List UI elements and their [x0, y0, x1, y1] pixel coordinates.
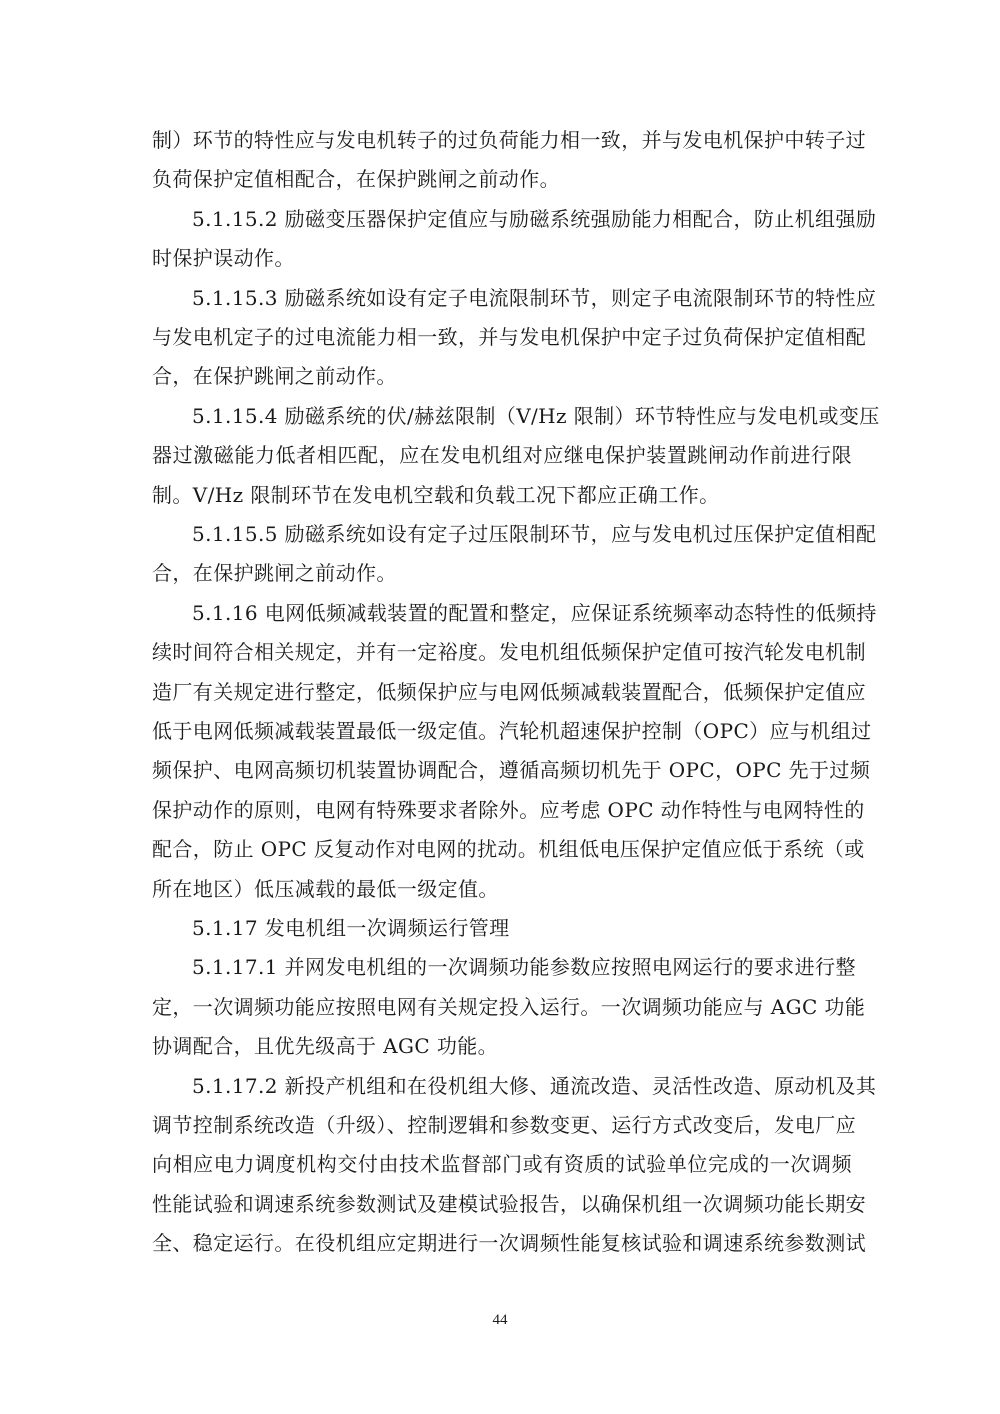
text-line: 与发电机定子的过电流能力相一致，并与发电机保护中定子过负荷保护定值相配 — [152, 325, 866, 349]
page-number: 44 — [492, 1312, 508, 1328]
text-line: 频保护、电网高频切机装置协调配合，遵循高频切机先于 OPC，OPC 先于过频 — [152, 758, 871, 782]
text-line: 5.1.15.2 励磁变压器保护定值应与励磁系统强励能力相配合，防止机组强励 — [192, 207, 877, 231]
text-line: 保护动作的原则，电网有特殊要求者除外。应考虑 OPC 动作特性与电网特性的 — [152, 798, 865, 822]
text-line: 5.1.17.1 并网发电机组的一次调频功能参数应按照电网运行的要求进行整 — [192, 955, 856, 979]
text-line: 向相应电力调度机构交付由技术监督部门或有资质的试验单位完成的一次调频 — [152, 1152, 852, 1176]
text-line: 低于电网低频减载装置最低一级定值。汽轮机超速保护控制（OPC）应与机组过 — [152, 719, 872, 743]
text-line: 5.1.16 电网低频减载装置的配置和整定，应保证系统频率动态特性的低频持 — [192, 601, 877, 625]
text-line: 配合，防止 OPC 反复动作对电网的扰动。机组低电压保护定值应低于系统（或 — [152, 837, 865, 861]
text-line: 调节控制系统改造（升级）、控制逻辑和参数变更、运行方式改变后，发电厂应 — [152, 1113, 856, 1137]
text-line: 5.1.17 发电机组一次调频运行管理 — [192, 916, 510, 940]
text-line: 负荷保护定值相配合，在保护跳闸之前动作。 — [152, 167, 560, 191]
text-line: 定，一次调频功能应按照电网有关规定投入运行。一次调频功能应与 AGC 功能 — [152, 995, 866, 1019]
text-line: 合，在保护跳闸之前动作。 — [152, 364, 397, 388]
text-line: 器过激磁能力低者相匹配，应在发电机组对应继电保护装置跳闸动作前进行限 — [152, 443, 852, 467]
text-line: 合，在保护跳闸之前动作。 — [152, 561, 397, 585]
text-line: 全、稳定运行。在役机组应定期进行一次调频性能复核试验和调速系统参数测试 — [152, 1231, 866, 1255]
text-line: 协调配合，且优先级高于 AGC 功能。 — [152, 1034, 499, 1058]
text-line: 5.1.15.5 励磁系统如设有定子过压限制环节，应与发电机过压保护定值相配 — [192, 522, 877, 546]
text-line: 所在地区）低压减载的最低一级定值。 — [152, 877, 499, 901]
text-line: 续时间符合相关规定，并有一定裕度。发电机组低频保护定值可按汽轮发电机制 — [152, 640, 866, 664]
text-line: 性能试验和调速系统参数测试及建模试验报告，以确保机组一次调频功能长期安 — [152, 1192, 866, 1216]
text-line: 5.1.15.3 励磁系统如设有定子电流限制环节，则定子电流限制环节的特性应 — [192, 286, 877, 310]
text-line: 5.1.15.4 励磁系统的伏/赫兹限制（V/Hz 限制）环节特性应与发电机或变压 — [192, 404, 880, 428]
text-line: 制。V/Hz 限制环节在发电机空载和负载工况下都应正确工作。 — [152, 483, 720, 507]
text-line: 造厂有关规定进行整定，低频保护应与电网低频减载装置配合，低频保护定值应 — [152, 680, 866, 704]
text-line: 5.1.17.2 新投产机组和在役机组大修、通流改造、灵活性改造、原动机及其 — [192, 1074, 877, 1098]
text-line: 制）环节的特性应与发电机转子的过负荷能力相一致，并与发电机保护中转子过 — [152, 128, 866, 152]
text-line: 时保护误动作。 — [152, 246, 295, 270]
